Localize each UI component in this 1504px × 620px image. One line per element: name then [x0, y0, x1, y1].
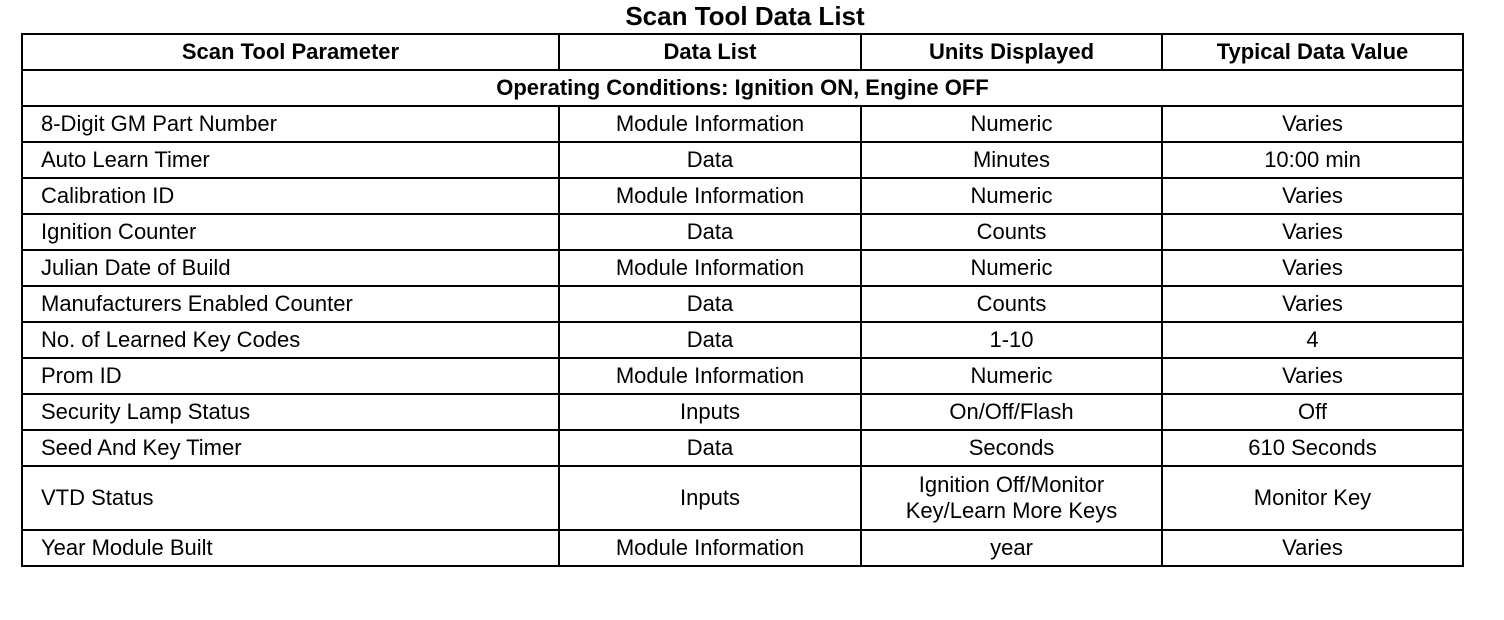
cell-parameter: VTD Status — [22, 466, 559, 530]
column-header-parameter: Scan Tool Parameter — [22, 34, 559, 70]
cell-parameter: Manufacturers Enabled Counter — [22, 286, 559, 322]
cell-data-list: Module Information — [559, 178, 861, 214]
cell-units: Numeric — [861, 178, 1162, 214]
cell-typical-value: Varies — [1162, 214, 1463, 250]
cell-units: Seconds — [861, 430, 1162, 466]
cell-units: Numeric — [861, 358, 1162, 394]
cell-parameter: Seed And Key Timer — [22, 430, 559, 466]
cell-units: year — [861, 530, 1162, 566]
cell-typical-value: Varies — [1162, 250, 1463, 286]
table-row — [22, 142, 1463, 178]
cell-typical-value: Varies — [1162, 106, 1463, 142]
column-header-typical-value: Typical Data Value — [1162, 34, 1463, 70]
cell-data-list: Inputs — [559, 466, 861, 530]
cell-parameter: Year Module Built — [22, 530, 559, 566]
cell-parameter: Ignition Counter — [22, 214, 559, 250]
table-row — [22, 466, 1463, 530]
cell-parameter: Security Lamp Status — [22, 394, 559, 430]
cell-data-list: Data — [559, 322, 861, 358]
scan-tool-data-table — [21, 33, 1464, 567]
cell-parameter: Julian Date of Build — [22, 250, 559, 286]
cell-parameter: Auto Learn Timer — [22, 142, 559, 178]
cell-data-list: Module Information — [559, 250, 861, 286]
cell-parameter: 8-Digit GM Part Number — [22, 106, 559, 142]
cell-data-list: Module Information — [559, 358, 861, 394]
section-row — [22, 70, 1463, 106]
cell-units: Numeric — [861, 106, 1162, 142]
cell-units: Counts — [861, 286, 1162, 322]
cell-data-list: Inputs — [559, 394, 861, 430]
section-label: Operating Conditions: Ignition ON, Engine OFF — [22, 70, 1463, 106]
cell-parameter: Calibration ID — [22, 178, 559, 214]
cell-data-list: Module Information — [559, 530, 861, 566]
table-row — [22, 430, 1463, 466]
page-title: Scan Tool Data List — [625, 1, 865, 31]
column-header-data-list: Data List — [559, 34, 861, 70]
table-row — [22, 394, 1463, 430]
table-row — [22, 286, 1463, 322]
cell-typical-value: Varies — [1162, 530, 1463, 566]
cell-parameter: Prom ID — [22, 358, 559, 394]
cell-typical-value: 610 Seconds — [1162, 430, 1463, 466]
cell-typical-value: 10:00 min — [1162, 142, 1463, 178]
cell-typical-value: Monitor Key — [1162, 466, 1463, 530]
table-row — [22, 214, 1463, 250]
cell-units: Counts — [861, 214, 1162, 250]
cell-typical-value: Varies — [1162, 286, 1463, 322]
cell-typical-value: Varies — [1162, 178, 1463, 214]
table-row — [22, 358, 1463, 394]
table-header-row — [22, 34, 1463, 70]
cell-data-list: Module Information — [559, 106, 861, 142]
table-row — [22, 322, 1463, 358]
table-row — [22, 106, 1463, 142]
cell-data-list: Data — [559, 142, 861, 178]
table-row — [22, 530, 1463, 566]
cell-parameter: No. of Learned Key Codes — [22, 322, 559, 358]
cell-data-list: Data — [559, 214, 861, 250]
table-row — [22, 178, 1463, 214]
cell-typical-value: Off — [1162, 394, 1463, 430]
cell-data-list: Data — [559, 430, 861, 466]
cell-units: On/Off/Flash — [861, 394, 1162, 430]
cell-typical-value: Varies — [1162, 358, 1463, 394]
cell-data-list: Data — [559, 286, 861, 322]
cell-units: Ignition Off/Monitor Key/Learn More Keys — [861, 466, 1162, 530]
column-header-units: Units Displayed — [861, 34, 1162, 70]
cell-units: Minutes — [861, 142, 1162, 178]
cell-units: Numeric — [861, 250, 1162, 286]
cell-typical-value: 4 — [1162, 322, 1463, 358]
table-row — [22, 250, 1463, 286]
cell-units: 1-10 — [861, 322, 1162, 358]
